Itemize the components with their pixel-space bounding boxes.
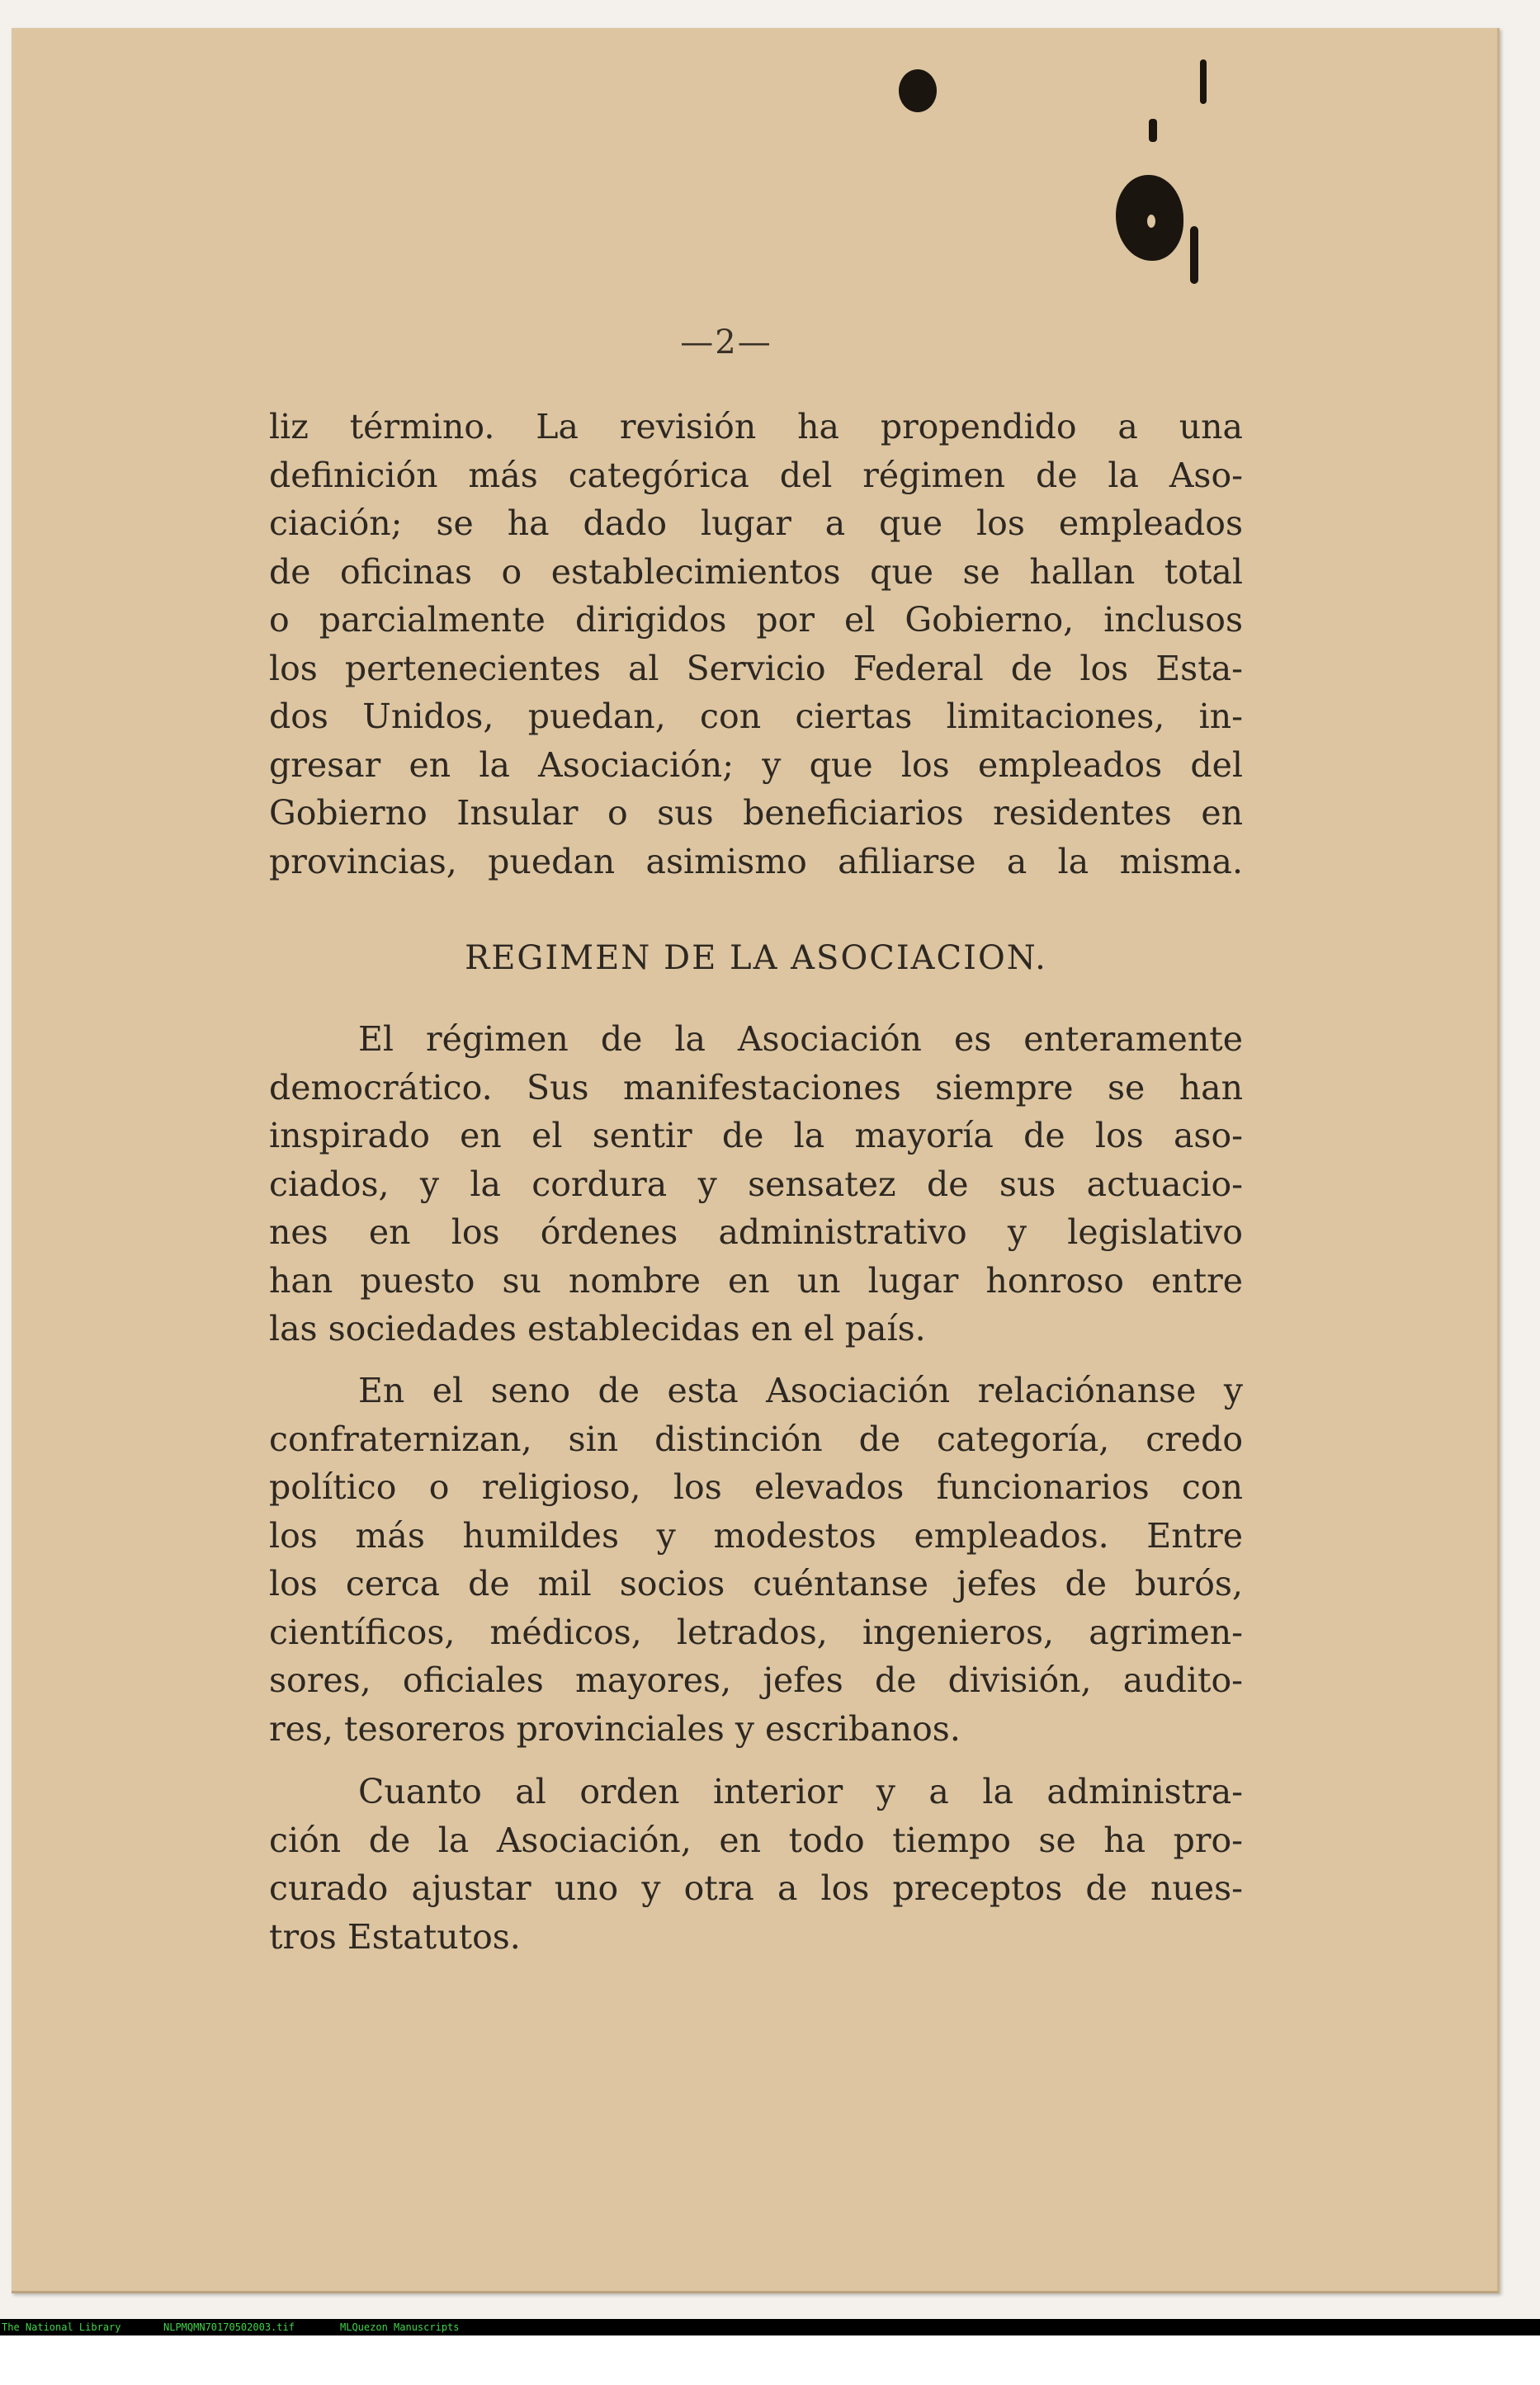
ink-stain: [1149, 119, 1157, 142]
text-line: de oficinas o establecimientos que se hallan total: [269, 551, 1243, 592]
text-line: ciación; se ha dado lugar a que los empleados: [269, 503, 1243, 543]
paragraph-administration: [269, 1768, 1243, 1961]
text-line: los cerca de mil socios cuéntanse jefes de burós,: [269, 1564, 1243, 1603]
text-line: Cuanto al orden interior y a la administra-: [358, 1772, 1243, 1811]
text-line: tros Estatutos.: [269, 1916, 521, 1957]
text-line: res, tesoreros provinciales y escribanos.: [269, 1708, 961, 1749]
ink-stain: [899, 69, 937, 112]
text-line: político o religioso, los elevados funcionarios con: [269, 1467, 1243, 1507]
footer-collection: MLQuezon Manuscripts: [340, 2321, 460, 2333]
text-line: nes en los órdenes administrativo y legislativo: [269, 1212, 1243, 1252]
text-line: confraternizan, sin distinción de categoría, credo: [269, 1419, 1243, 1459]
text-line: las sociedades establecidas en el país.: [269, 1309, 926, 1348]
text-line: o parcialmente dirigidos por el Gobierno, inclusos: [269, 600, 1243, 640]
ink-stain: [1200, 59, 1207, 104]
text-line: provincias, puedan asimismo afiliarse a la misma.: [269, 841, 1243, 881]
text-line: inspirado en el sentir de la mayoría de los aso-: [269, 1116, 1243, 1155]
text-line: El régimen de la Asociación es enteramente: [358, 1019, 1243, 1059]
paragraph-regimen: [269, 1015, 1243, 1353]
text-line: definición más categórica del régimen de la Aso-: [269, 455, 1243, 495]
section-heading: REGIMEN DE LA ASOCIACION.: [465, 939, 1047, 977]
text-line: liz término. La revisión ha propendido a una: [269, 407, 1243, 446]
text-line: han puesto su nombre en un lugar honroso entre: [269, 1260, 1243, 1301]
paragraph-members: [269, 1367, 1243, 1753]
scan-footer-bar: [0, 2319, 1540, 2335]
text-line: sores, oficiales mayores, jefes de división, audito-: [269, 1660, 1243, 1700]
text-line: dos Unidos, puedan, con ciertas limitaciones, in-: [269, 697, 1243, 736]
text-line: ción de la Asociación, en todo tiempo se ha pro-: [269, 1820, 1243, 1860]
ink-stain: [1190, 226, 1198, 284]
text-line: los pertenecientes al Servicio Federal de los Esta-: [269, 648, 1243, 688]
footer-filename: NLPMQMN70170502003.tif: [163, 2321, 295, 2333]
page-number: —2—: [680, 324, 772, 361]
text-line: En el seno de esta Asociación relaciónanse y: [358, 1371, 1243, 1410]
text-line: curado ajustar uno y otra a los preceptos de nues-: [269, 1868, 1243, 1908]
text-line: democrático. Sus manifestaciones siempre se han: [269, 1067, 1243, 1107]
paragraph-intro: [269, 403, 1243, 886]
text-line: ciados, y la cordura y sensatez de sus actuacio-: [269, 1164, 1243, 1204]
text-line: gresar en la Asociación; y que los empleados del: [269, 744, 1243, 785]
text-line: los más humildes y modestos empleados. Entre: [269, 1515, 1243, 1556]
text-line: científicos, médicos, letrados, ingenieros, agrimen-: [269, 1612, 1243, 1652]
ink-stain: [1116, 175, 1183, 261]
text-line: Gobierno Insular o sus beneficiarios residentes en: [269, 793, 1243, 833]
footer-library: The National Library: [2, 2321, 121, 2333]
